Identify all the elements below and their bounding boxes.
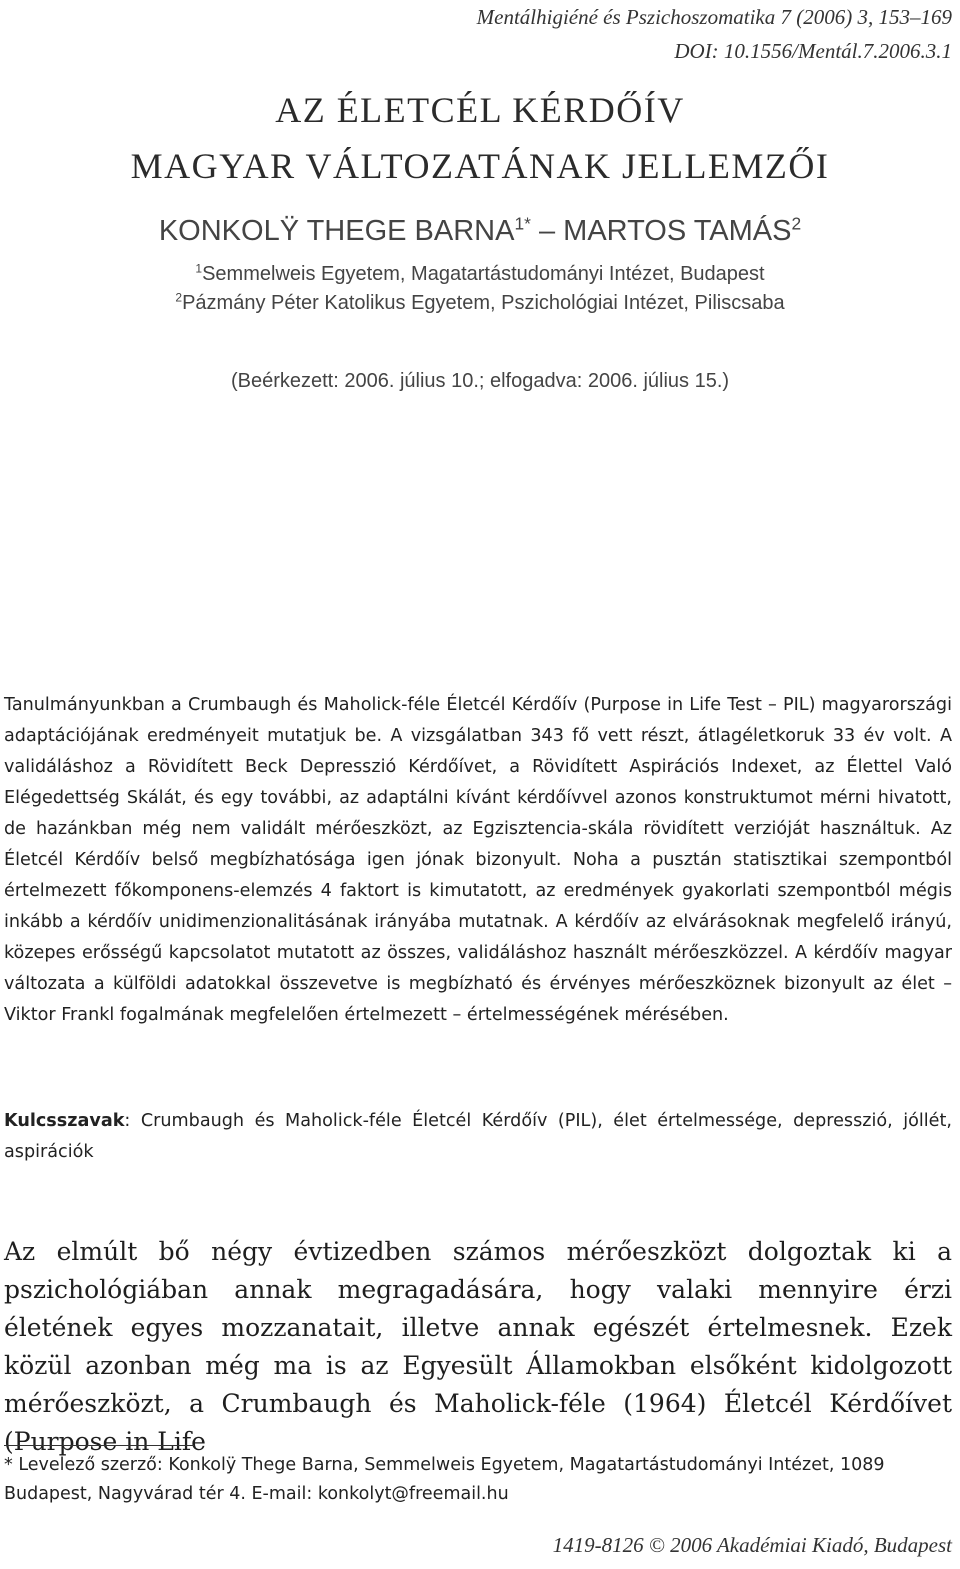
affiliation-1-mark: 1 [195,261,203,276]
keywords-label: Kulcsszavak [4,1111,125,1131]
affiliation-1 [0,260,960,289]
article-title [0,82,960,194]
author-2-mark: 2 [791,213,802,234]
footnote: * Levelező szerző: Konkolÿ Thege Barna, Semmelweis Egyetem, Magatartástudományi Intézet, 1089 Budapest, Nagyvárad tér 4. E-mail: konkolyt@freemail.hu [4,1455,885,1504]
title-line-2: MAGYAR VÁLTOZATÁNAK JELLEMZŐI [130,146,830,186]
journal-citation: Mentálhigiéné és Pszichoszomatika 7 (2006) 3, 153–169 [476,5,952,29]
keywords-text: : Crumbaugh és Maholick-féle Életcél Kérdőív (PIL), élet értelmessége, depresszió, jóllét, aspirációk [4,1111,952,1162]
body-paragraph: Az elmúlt bő négy évtizedben számos mérőeszközt dolgoztak ki a pszichológiában annak megragadására, hogy valaki mennyire érzi életének egyes mozzanatait, illetve annak egészét értelmesnek. Ezek közül azonban még ma is az Egyesült Államokban elsőként kidolgozott mérőeszközt, a Crumbaugh és Maholick-féle (1964) Életcél Kérdőívet (Purpose in Life [4,1237,952,1456]
received-dates: (Beérkezett: 2006. július 10.; elfogadva: 2006. július 15.) [230,370,730,392]
footnote-divider [4,1445,194,1446]
affiliation-1-text: Semmelweis Egyetem, Magatartástudományi Intézet, Budapest [202,263,765,285]
author-separator: – [530,215,564,247]
author-1-mark: 1* [514,213,531,234]
abstract: Tanulmányunkban a Crumbaugh és Maholick-féle Életcél Kérdőív (Purpose in Life Test – PIL) magyarországi adaptációjának eredményeit mutatjuk be. A vizsgálatban 343 fő vett részt, átlagéletkoruk 33 év volt. A validáláshoz a Rövidített Beck Depresszió Kérdőívet, a Rövidített Aspirációs Indexet, az Élettel Való Elégedettség Skálát, és egy további, az adaptálni kívánt kérdőívvel azonos konstruktumot mérni hivatott, de hazánkban még nem validált mérőeszközt, az Egzisztencia-skála rövidített verzióját használtuk. Az Életcél Kérdőív belső megbízhatósága igen jónak bizonyult. Noha a pusztán statisztikai szempontból értelmezett főkomponens-elemzés 4 faktort is kimutatott, az eredmények gyakorlati szempontból mégis inkább a kérdőív unidimenzionalitásának irányába mutatnak. A kérdőív az elvárásoknak megfelelő irányú, közepes erősségű kapcsolatot mutatott az összes, validáláshoz használt mérőeszközzel. A kérdőív magyar változata a külföldi adatokkal összevetve is megbízható és érvényes mérőeszköznek bizonyult az élet – Viktor Frankl fogalmának megfelelően értelmezett – értelmességének mérésében. [4,695,952,1025]
author-2: MARTOS TAMÁS [563,215,792,247]
affiliations [0,260,960,318]
keywords [4,1106,952,1168]
journal-header [252,0,952,68]
affiliation-2-mark: 2 [175,290,183,305]
affiliation-2 [0,289,960,318]
journal-doi: DOI: 10.1556/Mentál.7.2006.3.1 [674,39,952,63]
author-1: KONKOLŸ THEGE BARNA [158,215,515,247]
authors-line [0,210,960,252]
title-line-1: AZ ÉLETCÉL KÉRDŐÍV [275,90,685,130]
affiliation-2-text: Pázmány Péter Katolikus Egyetem, Pszichológiai Intézet, Piliscsaba [182,292,785,314]
copyright-line: 1419-8126 © 2006 Akadémiai Kiadó, Budapest [552,1533,952,1557]
